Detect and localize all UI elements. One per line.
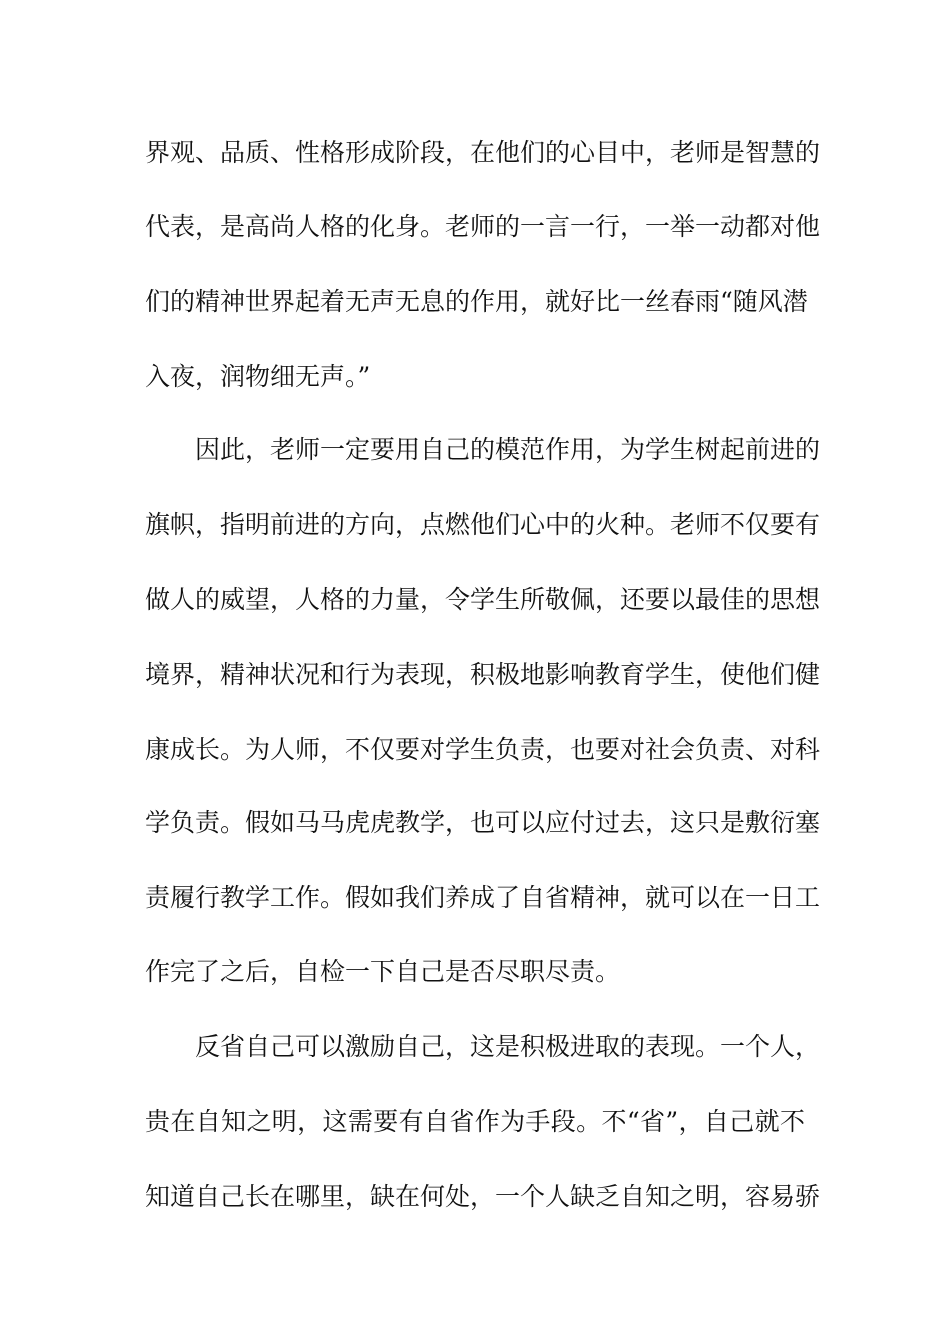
text-line: 作完了之后，自检一下自己是否尽职尽责。 bbox=[145, 957, 621, 986]
text-line: 贵在自知之明，这需要有自省作为手段。不“省”，自己就不 bbox=[145, 1107, 805, 1136]
text-line: 界观、品质、性格形成阶段，在他们的心目中，老师是智慧的 bbox=[145, 138, 821, 167]
text-line: 代表，是高尚人格的化身。老师的一言一行，一举一动都对他 bbox=[145, 212, 821, 241]
text-line: 学负责。假如马马虎虎教学，也可以应付过去，这只是敷衍塞 bbox=[145, 808, 821, 837]
text-line: 们的精神世界起着无声无息的作用，就好比一丝春雨“随风潜 bbox=[145, 287, 808, 316]
text-line: 因此，老师一定要用自己的模范作用，为学生树起前进的 bbox=[195, 435, 821, 464]
text-line: 知道自己长在哪里，缺在何处，一个人缺乏自知之明，容易骄 bbox=[145, 1182, 821, 1211]
text-line: 境界，精神状况和行为表现，积极地影响教育学生，使他们健 bbox=[145, 660, 821, 689]
text-line: 反省自己可以激励自己，这是积极进取的表现。一个人， bbox=[195, 1032, 821, 1061]
text-line: 责履行教学工作。假如我们养成了自省精神，就可以在一日工 bbox=[145, 883, 821, 912]
text-line: 康成长。为人师，不仅要对学生负责，也要对社会负责、对科 bbox=[145, 735, 821, 764]
text-line: 做人的威望，人格的力量，令学生所敬佩，还要以最佳的思想 bbox=[145, 585, 821, 614]
text-line: 旗帜，指明前进的方向，点燃他们心中的火种。老师不仅要有 bbox=[145, 510, 821, 539]
text-line: 入夜，润物细无声。” bbox=[145, 362, 371, 391]
